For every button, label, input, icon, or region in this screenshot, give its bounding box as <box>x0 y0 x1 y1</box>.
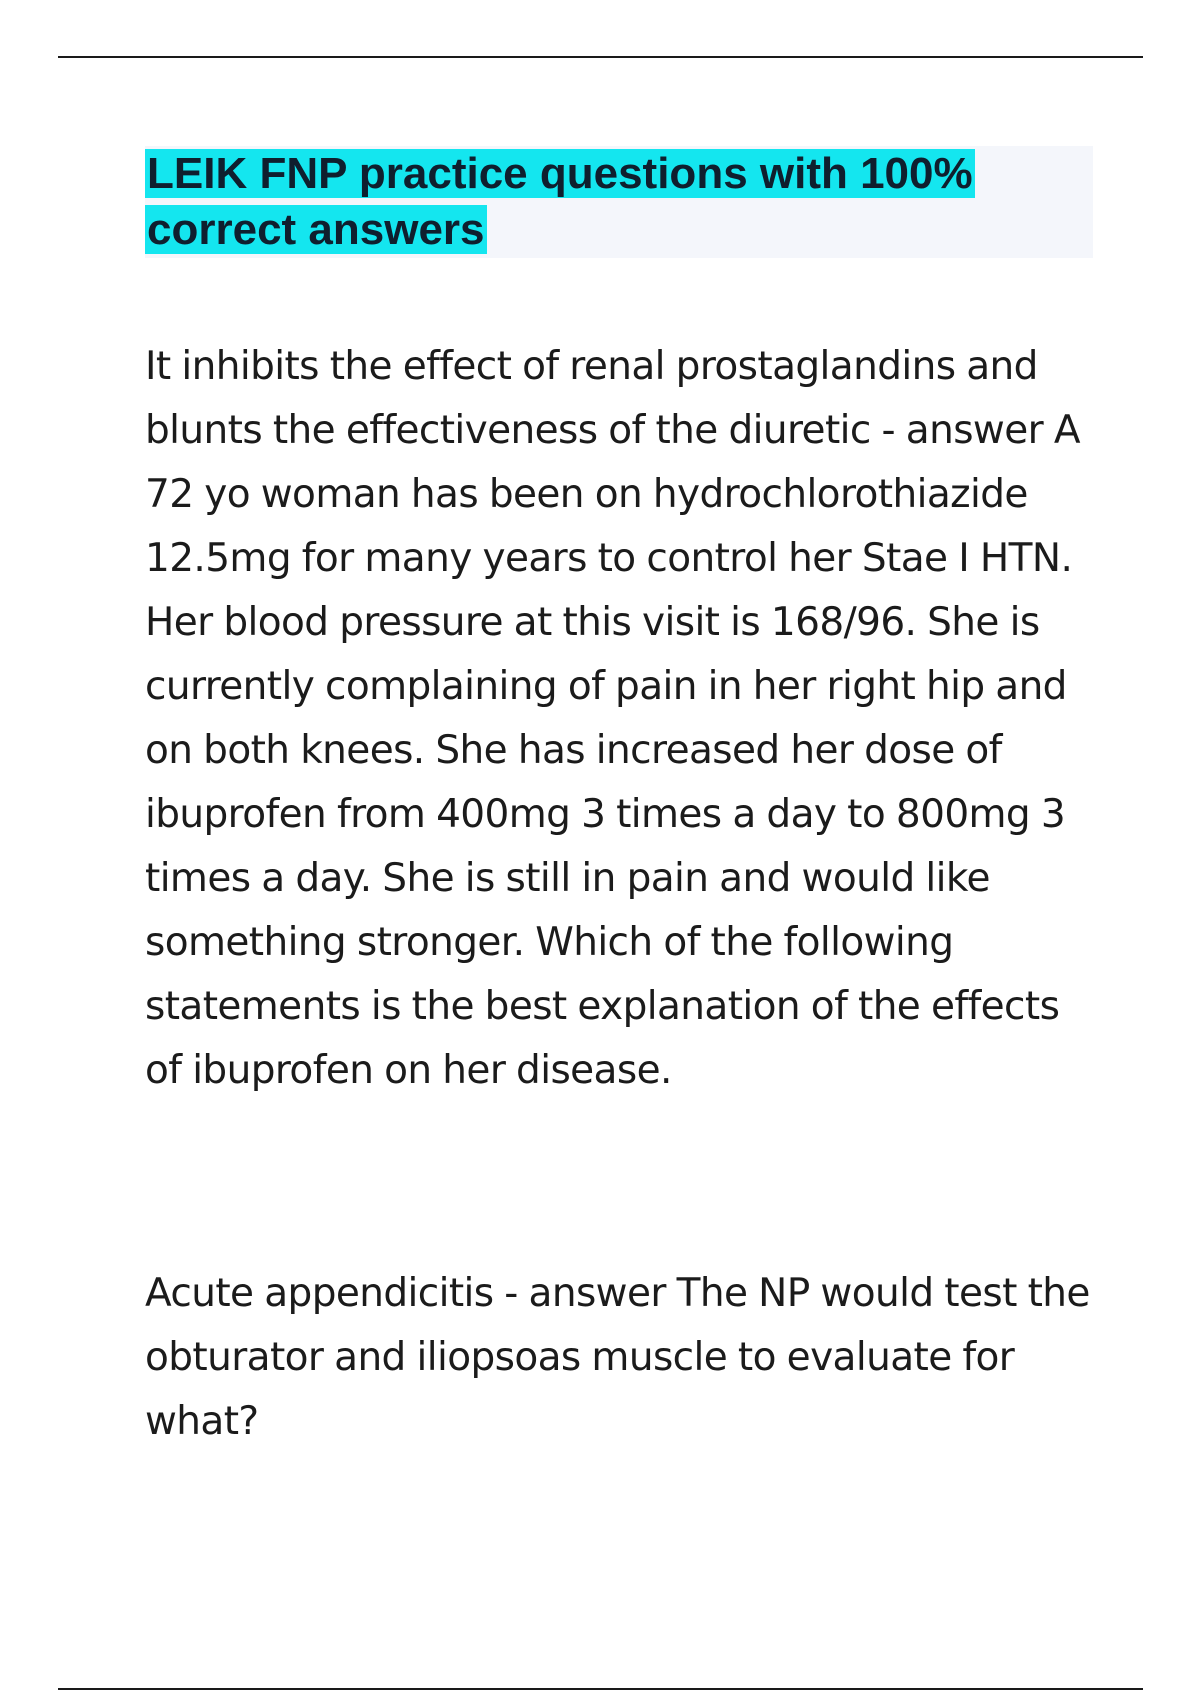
qa-entry-1: It inhibits the effect of renal prostaglandins and blunts the effectiveness of the diuretic - answer A 72 yo woman has been on hydrochlorothiazide 12.5mg for many years to control her Stae I HTN. Her blood pressure at this visit is 168/96. She is currently complaining of pain in her right hip and on both knees. She has increased her dose of ibuprofen from 400mg 3 times a day to 800mg 3 times a day. She is still in pain and would like something stronger. Which of the following statements is the best explanation of the effects of ibuprofen on her disease. <box>145 344 1080 1093</box>
document-title <box>145 146 1075 258</box>
top-divider <box>58 56 1143 58</box>
title-block <box>145 146 1093 258</box>
qa-entry-2: Acute appendicitis - answer The NP would test the obturator and iliopsoas muscle to evaluate for what? <box>145 1271 1090 1444</box>
bottom-divider <box>58 1688 1143 1690</box>
title-highlight: LEIK FNP practice questions with 100% correct answers <box>147 149 973 254</box>
